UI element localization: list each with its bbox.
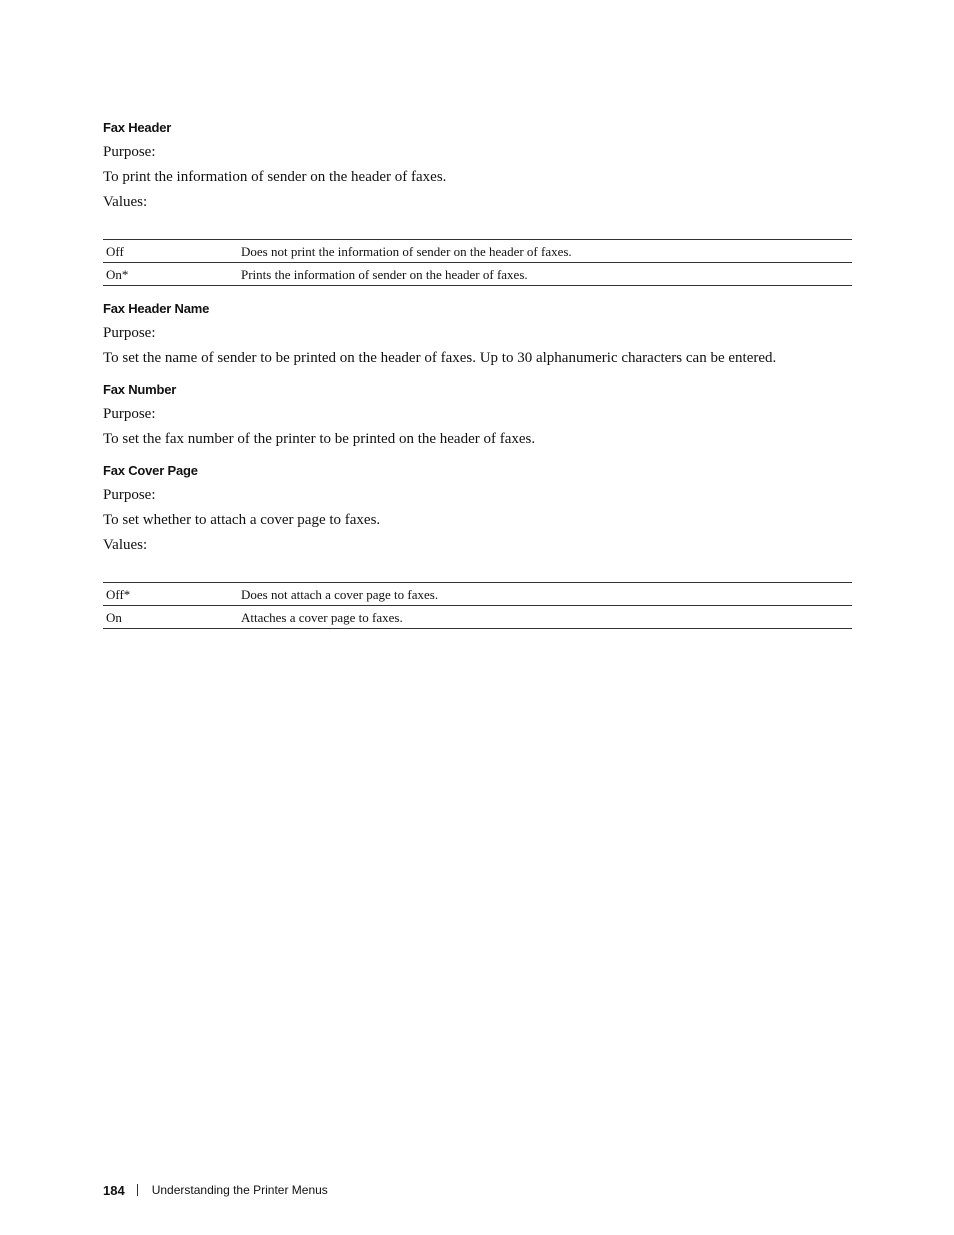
purpose-label: Purpose: (103, 144, 156, 160)
description-cell: Does not print the information of sender on the header of faxes. (241, 243, 572, 259)
value-cell: Off* (106, 586, 131, 602)
section-heading: Fax Cover Page (103, 463, 198, 478)
section-heading: Fax Header (103, 120, 172, 135)
table-row (103, 263, 852, 286)
description-cell: Prints the information of sender on the header of faxes. (241, 266, 528, 282)
description-cell: Does not attach a cover page to faxes. (241, 586, 439, 602)
page-content (103, 119, 852, 629)
table-row (103, 240, 852, 263)
purpose-label: Purpose: (103, 325, 156, 341)
purpose-text: To set whether to attach a cover page to faxes. (103, 512, 381, 528)
section-fax-header (103, 119, 852, 300)
purpose-label: Purpose: (103, 406, 156, 422)
section-fax-number (103, 381, 852, 462)
value-cell: Off (106, 243, 124, 259)
section-fax-cover-page (103, 462, 852, 629)
purpose-text: To set the name of sender to be printed on the header of faxes. Up to 30 alphanumeric characters can be entered. (103, 350, 777, 366)
value-cell: On (106, 609, 122, 625)
value-cell: On* (106, 266, 129, 282)
table-row (103, 583, 852, 606)
values-table (103, 239, 852, 286)
purpose-label: Purpose: (103, 487, 156, 503)
purpose-text: To print the information of sender on the header of faxes. (103, 169, 447, 185)
section-fax-header-name (103, 300, 852, 381)
values-label: Values: (103, 194, 148, 210)
values-label: Values: (103, 537, 148, 553)
footer-divider (137, 1184, 138, 1196)
page-number: 184 (103, 1182, 125, 1198)
description-cell: Attaches a cover page to faxes. (241, 609, 403, 625)
table-row (103, 606, 852, 629)
chapter-title: Understanding the Printer Menus (151, 1183, 328, 1197)
section-heading: Fax Number (103, 382, 177, 397)
page-footer (103, 1180, 328, 1200)
section-heading: Fax Header Name (103, 301, 210, 316)
purpose-text: To set the fax number of the printer to be printed on the header of faxes. (103, 431, 536, 447)
values-table (103, 582, 852, 629)
